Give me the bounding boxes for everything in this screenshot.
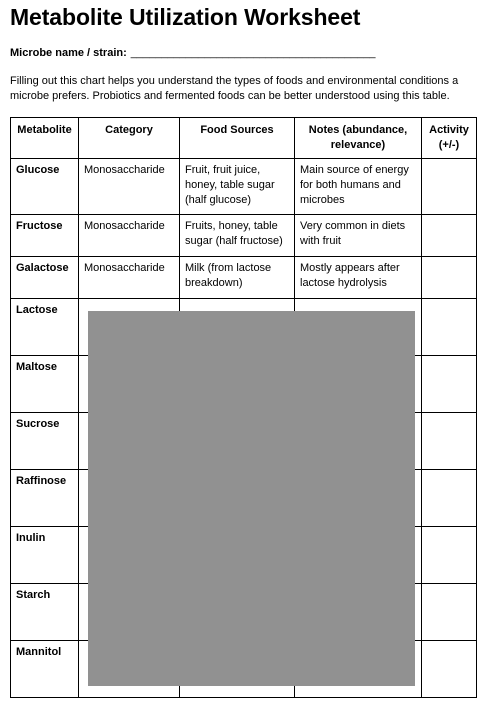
notes-cell: Main source of energy for both humans and microbes (295, 159, 422, 215)
activity-cell[interactable] (422, 641, 477, 698)
intro-paragraph: Filling out this chart helps you understand the types of foods and environmental conditions a microbe prefers. Probiotics and fermented foods can be better understood using this table. (10, 75, 459, 102)
notes-cell: Mostly appears after lactose hydrolysis (295, 257, 422, 299)
metabolite-cell: Sucrose (11, 413, 79, 470)
metabolite-cell: Glucose (11, 159, 79, 215)
food-sources-cell: Fruits, honey, table sugar (half fructose) (180, 215, 295, 257)
food-sources-cell: Milk (from lactose breakdown) (180, 257, 295, 299)
table-row (11, 257, 477, 299)
metabolite-cell: Inulin (11, 527, 79, 584)
category-cell: Monosaccharide (79, 257, 180, 299)
metabolite-cell: Lactose (11, 299, 79, 356)
strain-field (10, 47, 375, 59)
header-notes: Notes (abundance, relevance) (295, 118, 422, 159)
table-header-row (11, 118, 477, 159)
metabolite-cell: Galactose (11, 257, 79, 299)
page-title: Metabolite Utilization Worksheet (10, 4, 361, 30)
strain-blank-line[interactable]: ________________________________________ (130, 47, 376, 59)
activity-cell[interactable] (422, 527, 477, 584)
header-food-sources: Food Sources (180, 118, 295, 159)
activity-cell[interactable] (422, 159, 477, 215)
activity-cell[interactable] (422, 470, 477, 527)
category-cell: Monosaccharide (79, 215, 180, 257)
activity-cell[interactable] (422, 584, 477, 641)
metabolite-cell: Mannitol (11, 641, 79, 698)
activity-cell[interactable] (422, 413, 477, 470)
metabolite-cell: Maltose (11, 356, 79, 413)
activity-cell[interactable] (422, 215, 477, 257)
notes-cell: Very common in diets with fruit (295, 215, 422, 257)
activity-cell[interactable] (422, 299, 477, 356)
header-category: Category (79, 118, 180, 159)
metabolite-cell: Starch (11, 584, 79, 641)
redaction-block (88, 311, 415, 686)
strain-label: Microbe name / strain: (10, 47, 127, 59)
activity-cell[interactable] (422, 257, 477, 299)
metabolite-cell: Raffinose (11, 470, 79, 527)
food-sources-cell: Fruit, fruit juice, honey, table sugar (half glucose) (180, 159, 295, 215)
category-cell: Monosaccharide (79, 159, 180, 215)
activity-cell[interactable] (422, 356, 477, 413)
metabolite-cell: Fructose (11, 215, 79, 257)
table-row (11, 215, 477, 257)
header-metabolite: Metabolite (11, 118, 79, 159)
header-activity: Activity (+/-) (422, 118, 477, 159)
table-row (11, 159, 477, 215)
